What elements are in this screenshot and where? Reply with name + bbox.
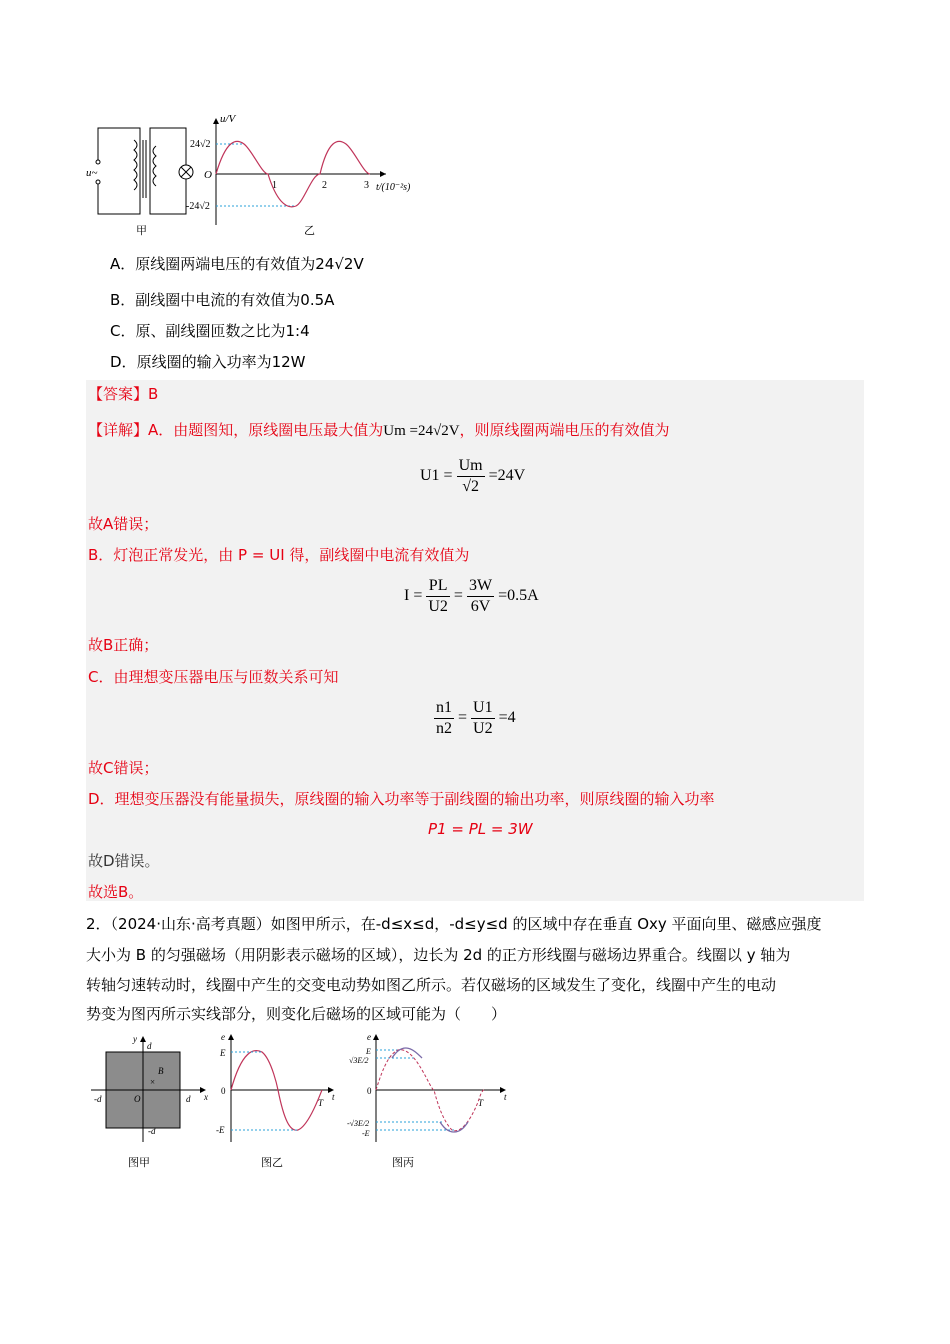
detail-b: B．灯泡正常发光，由 P = UI 得，副线圈中电流有效值为 [88,546,470,564]
svg-text:y: y [133,1034,137,1044]
svg-text:e: e [367,1032,371,1042]
detail-c: C．由理想变压器电压与匝数关系可知 [88,668,339,686]
svg-text:-d: -d [94,1094,102,1104]
svg-text:-√3E/2: -√3E/2 [347,1119,370,1128]
question2-figures [86,1030,516,1175]
svg-text:e: e [221,1032,225,1042]
answer-label: 【答案】B [88,385,159,403]
svg-text:×: × [150,1077,156,1087]
conclusion-c: 故C错误； [88,759,159,777]
svg-text:√3E/2: √3E/2 [349,1056,369,1065]
svg-text:t: t [504,1092,507,1102]
final-answer: 故选B。 [88,883,144,901]
detail-a: 【详解】A．由题图知，原线圈电压最大值为Um =24√2V，则原线圈两端电压的有效值为 [88,421,670,439]
caption-yi: 乙 [304,225,315,237]
option-a: A．原线圈两端电压的有效值为24√2V [110,255,364,273]
source-label: u~ [86,167,98,179]
formula-d: P1 = PL = 3W [428,820,533,838]
x-tick-3: 3 [364,180,369,191]
svg-text:E: E [366,1047,371,1056]
svg-text:x: x [204,1092,208,1102]
y-top-label: 24√2 [190,139,211,150]
conclusion-d: 故D错误。 [88,852,160,870]
formula-b: I = $\frac{PL}{U2}$ = $\frac{3W}{6V}$ =0.5A [404,577,539,615]
question2-line4: 势变为图丙所示实线部分，则变化后磁场的区域可能为（ ） [86,1005,507,1023]
svg-text:-E: -E [362,1129,370,1138]
svg-text:T: T [318,1098,324,1108]
option-c: C．原、副线圈匝数之比为1:4 [110,322,310,340]
svg-text:0: 0 [221,1086,226,1096]
formula-a: U1 = $\frac{Um}{√2}$ =24V [420,457,526,495]
conclusion-b: 故B正确； [88,636,159,654]
x-tick-2: 2 [322,180,327,191]
svg-text:t: t [332,1092,335,1102]
svg-text:E: E [220,1048,226,1058]
svg-text:图丙: 图丙 [392,1157,414,1169]
x-axis-label: t/(10⁻²s) [376,182,411,193]
svg-text:-d: -d [148,1126,156,1136]
svg-text:图乙: 图乙 [261,1157,283,1169]
detail-d: D．理想变压器没有能量损失，原线圈的输入功率等于副线圈的输出功率，则原线圈的输入功率 [88,790,715,808]
option-b: B．副线圈中电流的有效值为0.5A [110,291,335,309]
conclusion-a: 故A错误； [88,515,159,533]
svg-text:B: B [158,1066,164,1076]
x-tick-1: 1 [272,180,277,191]
y-bottom-label: -24√2 [186,201,210,212]
svg-text:d: d [147,1041,152,1051]
question2-line1: 2．（2024·山东·高考真题）如图甲所示，在-d≤x≤d，-d≤y≤d 的区域中存在垂直 Oxy 平面向里、磁感应强度 [86,915,822,933]
svg-text:d: d [186,1094,191,1104]
y-axis-label: u/V [220,113,236,125]
option-d: D．原线圈的输入功率为12W [110,353,306,371]
svg-text:图甲: 图甲 [128,1157,150,1169]
question2-line2: 大小为 B 的匀强磁场（用阴影表示磁场的区域），边长为 2d 的正方形线圈与磁场边界重合。线圈以 y 轴为 [86,946,791,964]
svg-text:-E: -E [216,1125,225,1135]
caption-jia: 甲 [136,225,147,237]
formula-c: $\frac{n1}{n2}$ = $\frac{U1}{U2}$ =4 [436,699,516,737]
svg-text:0: 0 [367,1086,372,1096]
question2-line3: 转轴匀速转动时，线圈中产生的交变电动势如图乙所示。若仅磁场的区域发生了变化，线圈中产生的电动 [86,976,777,994]
svg-text:T: T [478,1098,484,1108]
svg-text:O: O [134,1094,141,1104]
origin-label: O [204,169,212,181]
transformer-figure [86,110,426,240]
